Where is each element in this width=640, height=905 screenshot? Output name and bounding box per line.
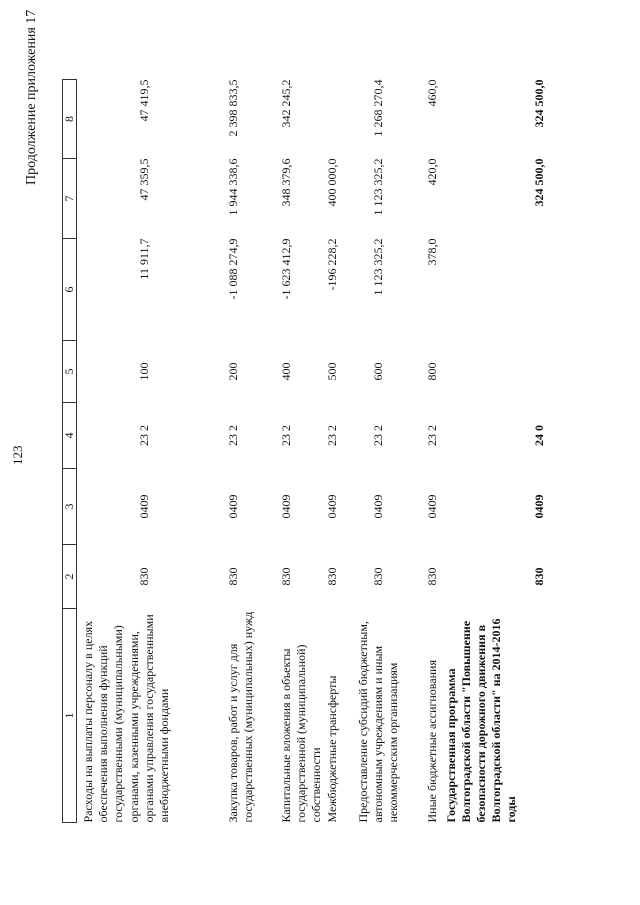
row-name: Капитальные вложения в объекты государственной (муниципальной) собственности (278, 644, 323, 823)
cell-target: 24 0 (531, 425, 546, 446)
column-number: 2 (63, 545, 77, 609)
column-number: 3 (63, 469, 77, 545)
cell-amount-7: 324 500,0 (531, 158, 546, 207)
cell-target: 23 2 (137, 425, 151, 446)
cell-expense-type (444, 341, 554, 403)
cell-amount-6: 378,0 (424, 238, 439, 266)
cell-amount-7: 1 944 338,6 (225, 158, 240, 216)
cell-section: 0409 (137, 494, 151, 519)
cell-target: 23 2 (324, 425, 339, 446)
cell-amount-6: 1 123 325,2 (370, 238, 385, 296)
cell-amount-7: 420,0 (424, 158, 439, 186)
cell-amount-6: -1 088 274,9 (225, 238, 240, 300)
cell-expense-type: 500 (324, 362, 339, 381)
cell-amount-7: 1 123 325,2 (370, 158, 385, 216)
row-name: Межбюджетные трансферты (324, 675, 339, 823)
cell-amount-7: 348 379,6 (278, 158, 293, 207)
cell-ministry: 830 (370, 567, 385, 586)
cell-ministry: 830 (424, 567, 439, 586)
cell-amount-8: 342 245,2 (278, 79, 293, 128)
cell-expense-type: 200 (225, 362, 240, 381)
column-number-row (63, 80, 77, 823)
cell-amount-6: -1 623 412,9 (278, 238, 293, 300)
budget-table (62, 79, 554, 823)
row-name: Государственная программа Волгоградской области "Повышение безопасности дорожного движения в Волгоградской области" на 2014-2016 годы (443, 618, 519, 823)
cell-section: 0409 (370, 494, 385, 519)
column-number: 7 (63, 159, 77, 239)
cell-expense-type: 100 (137, 362, 151, 381)
column-number: 6 (63, 239, 77, 341)
cell-amount-8: 460,0 (424, 79, 439, 107)
cell-ministry: 830 (324, 567, 339, 586)
cell-section: 0409 (278, 494, 293, 519)
row-name: Расходы на выплаты персоналу в целях обеспечения выполнения функций государственными (муниципальными) органами, казенными учреждениями, органами управления государственными внебюджетными фондами (81, 614, 172, 823)
cell-expense-type: 400 (278, 362, 293, 381)
cell-amount-8: 324 500,0 (531, 79, 546, 128)
row-name: Иные бюджетные ассигнования (424, 660, 439, 823)
cell-section: 0409 (225, 494, 240, 519)
cell-section: 0409 (424, 494, 439, 519)
cell-section: 0409 (324, 494, 339, 519)
header-note: Продолжение приложения 17 (24, 9, 39, 185)
cell-amount-8: 1 268 270,4 (370, 79, 385, 137)
row-name: Предоставление субсидий бюджетным, автономным учреждениям и иным некоммерческим организациям (355, 621, 400, 823)
cell-amount-7: 400 000,0 (324, 158, 339, 207)
cell-ministry: 830 (531, 567, 546, 586)
table-row (226, 80, 279, 823)
table-row (279, 80, 325, 823)
cell-ministry: 830 (225, 567, 240, 586)
cell-amount-8 (325, 80, 356, 159)
cell-amount-6: 11 911,7 (137, 238, 151, 280)
cell-amount-6: -196 228,2 (324, 238, 339, 291)
column-number: 8 (63, 80, 77, 159)
cell-amount-6 (444, 239, 554, 341)
table-row (444, 80, 554, 823)
table-row (325, 80, 356, 823)
cell-ministry: 830 (137, 567, 151, 586)
table-row (356, 80, 425, 823)
cell-expense-type: 600 (370, 362, 385, 381)
cell-amount-8: 2 398 833,5 (225, 79, 240, 137)
table-row (425, 80, 444, 823)
cell-amount-7: 47 359,5 (137, 158, 151, 201)
row-name: Закупка товаров, работ и услуг для государственных (муниципальных) нужд (225, 611, 255, 823)
column-number: 1 (63, 609, 77, 823)
cell-target: 23 2 (424, 425, 439, 446)
cell-ministry: 830 (278, 567, 293, 586)
page-number: 123 (10, 445, 25, 465)
cell-target: 23 2 (225, 425, 240, 446)
cell-amount-8: 47 419,5 (137, 79, 151, 122)
cell-target: 23 2 (278, 425, 293, 446)
table-row (77, 80, 226, 823)
cell-expense-type: 800 (424, 362, 439, 381)
cell-target: 23 2 (370, 425, 385, 446)
column-number: 4 (63, 403, 77, 469)
column-number: 5 (63, 341, 77, 403)
cell-section: 0409 (531, 494, 546, 519)
